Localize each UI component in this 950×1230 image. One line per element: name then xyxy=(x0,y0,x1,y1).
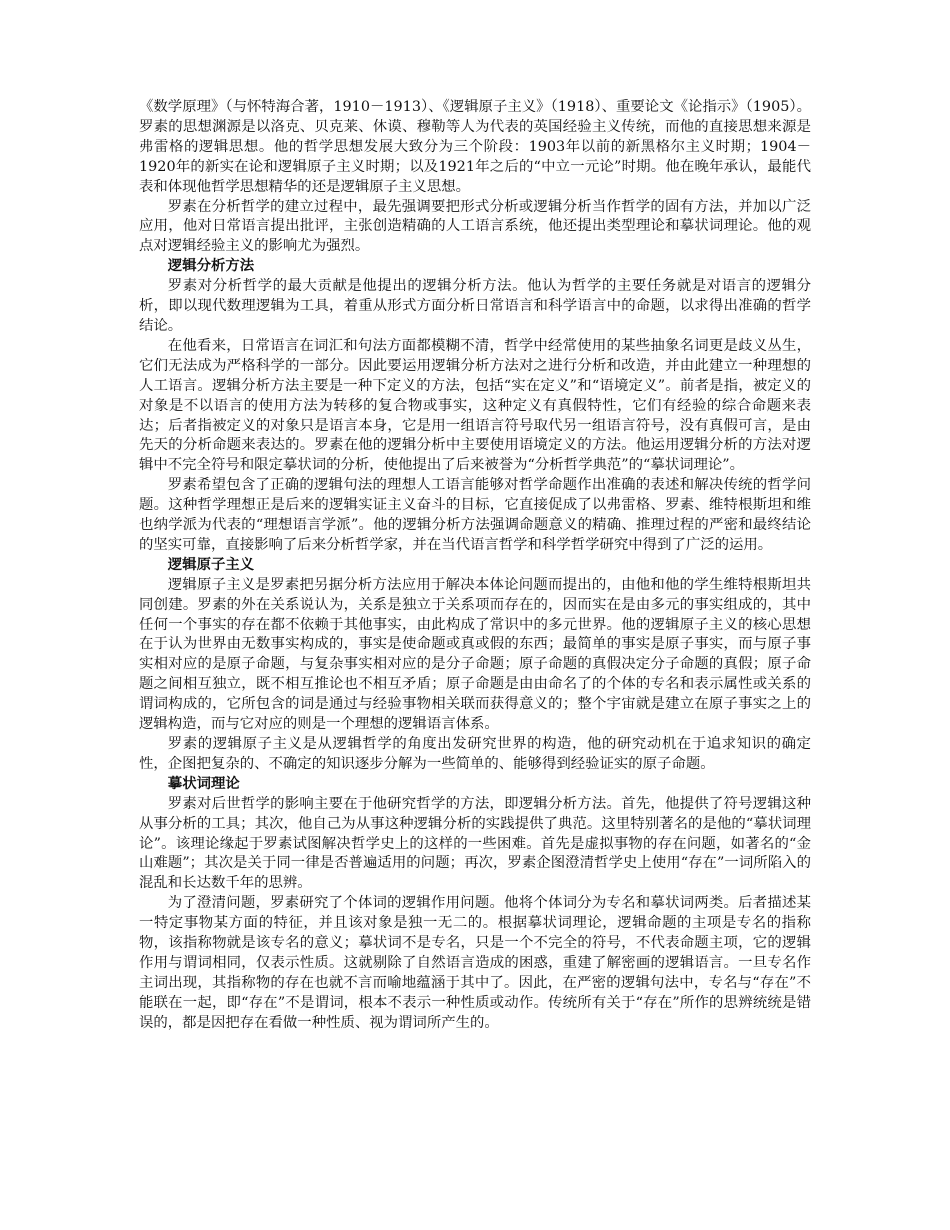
paragraph: 罗素希望包含了正确的逻辑句法的理想人工语言能够对哲学命题作出准确的表述和解决传统的哲学问题。这种哲学理想正是后来的逻辑实证主义奋斗的目标，它直接促成了以弗雷格、罗素、维特根斯坦和维也纳学派为代表的“理想语言学派”。他的逻辑分析方法强调命题意义的精确、推理过程的严密和最终结论的坚实可靠，直接影响了后来分析哲学家，并在当代语言哲学和科学哲学研究中得到了广泛的运用。 xyxy=(139,477,811,553)
section-heading-theory-of-descriptions: 摹状词理论 xyxy=(167,775,240,792)
document-page xyxy=(139,98,811,1034)
paragraph: 罗素对分析哲学的最大贡献是他提出的逻辑分析方法。他认为哲学的主要任务就是对语言的逻辑分析，即以现代数理逻辑为工具，着重从形式方面分析日常语言和科学语言中的命题，以求得出准确的哲学结论。 xyxy=(139,278,811,334)
paragraph: 为了澄清问题，罗素研究了个体词的逻辑作用问题。他将个体词分为专名和摹状词两类。后者描述某一特定事物某方面的特征，并且该对象是独一无二的。根据摹状词理论，逻辑命题的主项是专名的指称物，该指称物就是该专名的意义；摹状词不是专名，只是一个不完全的符号，不代表命题主项，它的逻辑作用与谓词相同，仅表示性质。这就剔除了自然语言造成的困惑，重建了解密画的逻辑语言。一旦专名作主词出现，其指称物的存在也就不言而喻地蕴涵于其中了。因此，在严密的逻辑句法中，专名与“存在”不能联在一起，即“存在”不是谓词，根本不表示一种性质或动作。传统所有关于“存在”所作的思辨统统是错误的，都是因把存在看做一种性质、视为谓词所产生的。 xyxy=(139,895,811,1031)
paragraph: 逻辑原子主义是罗素把另据分析方法应用于解决本体论问题而提出的，由他和他的学生维特根斯坦共同创建。罗素的外在关系说认为，关系是独立于关系项而存在的，因而实在是由多元的事实组成的，其中任何一个事实的存在都不依赖于其他事实，由此构成了常识中的多元世界。他的逻辑原子主义的核心思想在于认为世界由无数事实构成的，事实是使命题或真或假的东西；最简单的事实是原子事实，而与原子事实相对应的是原子命题，与复杂事实相对应的是分子命题；原子命题的真假决定分子命题的真假；原子命题之间相互独立，既不相互推论也不相互矛盾；原子命题是由由命名了的个体的专名和表示属性或关系的谓词构成的，它所包含的词是通过与经验事物相关联而获得意义的；整个宇宙就是建立在原子事实之上的逻辑构造，而与它对应的则是一个理想的逻辑语言体系。 xyxy=(139,576,811,733)
section-heading-logical-atomism: 逻辑原子主义 xyxy=(167,556,255,573)
paragraph: 在他看来，日常语言在词汇和句法方面都模糊不清，哲学中经常使用的某些抽象名词更是歧义丛生，它们无法成为严格科学的一部分。因此要运用逻辑分析方法对之进行分析和改造，并由此建立一种理想的人工语言。逻辑分析方法主要是一种下定义的方法，包括“实在定义”和“语境定义”。前者是指，被定义的对象是不以语言的使用方法为转移的复合物或事实，这种定义有真假特性，它们有经验的综合命题来表达；后者指被定义的对象只是语言本身，它是用一组语言符号取代另一组语言符号，没有真假可言，是由先天的分析命题来表达的。罗素在他的逻辑分析中主要使用语境定义的方法。他运用逻辑分析的方法对逻辑中不完全符号和限定摹状词的分析，使他提出了后来被誉为“分析哲学典范”的“摹状词理论”。 xyxy=(139,337,811,474)
paragraph-intro: 《数学原理》（与怀特海合著，1910－1913）、《逻辑原子主义》（1918）、重要论文《论指示》（1905）。罗素的思想渊源是以洛克、贝克莱、休谟、穆勒等人为代表的英国经验主义传统，而他的直接思想来源是弗雷格的逻辑思想。他的哲学思想发展大致分为三个阶段：1903年以前的新黑格尔主义时期；1904－1920年的新实在论和逻辑原子主义时期；以及1921年之后的“中立一元论”时期。他在晚年承认，最能代表和体现他哲学思想精华的还是逻辑原子主义思想。 xyxy=(139,99,811,195)
section-heading-logical-analysis: 逻辑分析方法 xyxy=(167,258,255,275)
paragraph: 罗素的逻辑原子主义是从逻辑哲学的角度出发研究世界的构造，他的研究动机在于追求知识的确定性，企图把复杂的、不确定的知识逐步分解为一些简单的、能够得到经验证实的原子命题。 xyxy=(139,736,811,772)
paragraph: 罗素对后世哲学的影响主要在于他研究哲学的方法，即逻辑分析方法。首先，他提供了符号逻辑这种从事分析的工具；其次，他自己为从事这种逻辑分析的实践提供了典范。这里特别著名的是他的“摹状词理论”。该理论缘起于罗素试图解决哲学史上的这样的一些困难。首先是虚拟事物的存在问题，如著名的“金山难题”；其次是关于同一律是否普遍适用的问题；再次，罗素企图澄清哲学史上使用“存在”一词所陷入的混乱和长达数千年的思辨。 xyxy=(139,795,811,892)
paragraph-analytic-philosophy: 罗素在分析哲学的建立过程中，最先强调要把形式分析或逻辑分析当作哲学的固有方法，并加以广泛应用，他对日常语言提出批评，主张创造精确的人工语言系统，他还提出类型理论和摹状词理论。他的观点对逻辑经验主义的影响尤为强烈。 xyxy=(139,198,811,255)
